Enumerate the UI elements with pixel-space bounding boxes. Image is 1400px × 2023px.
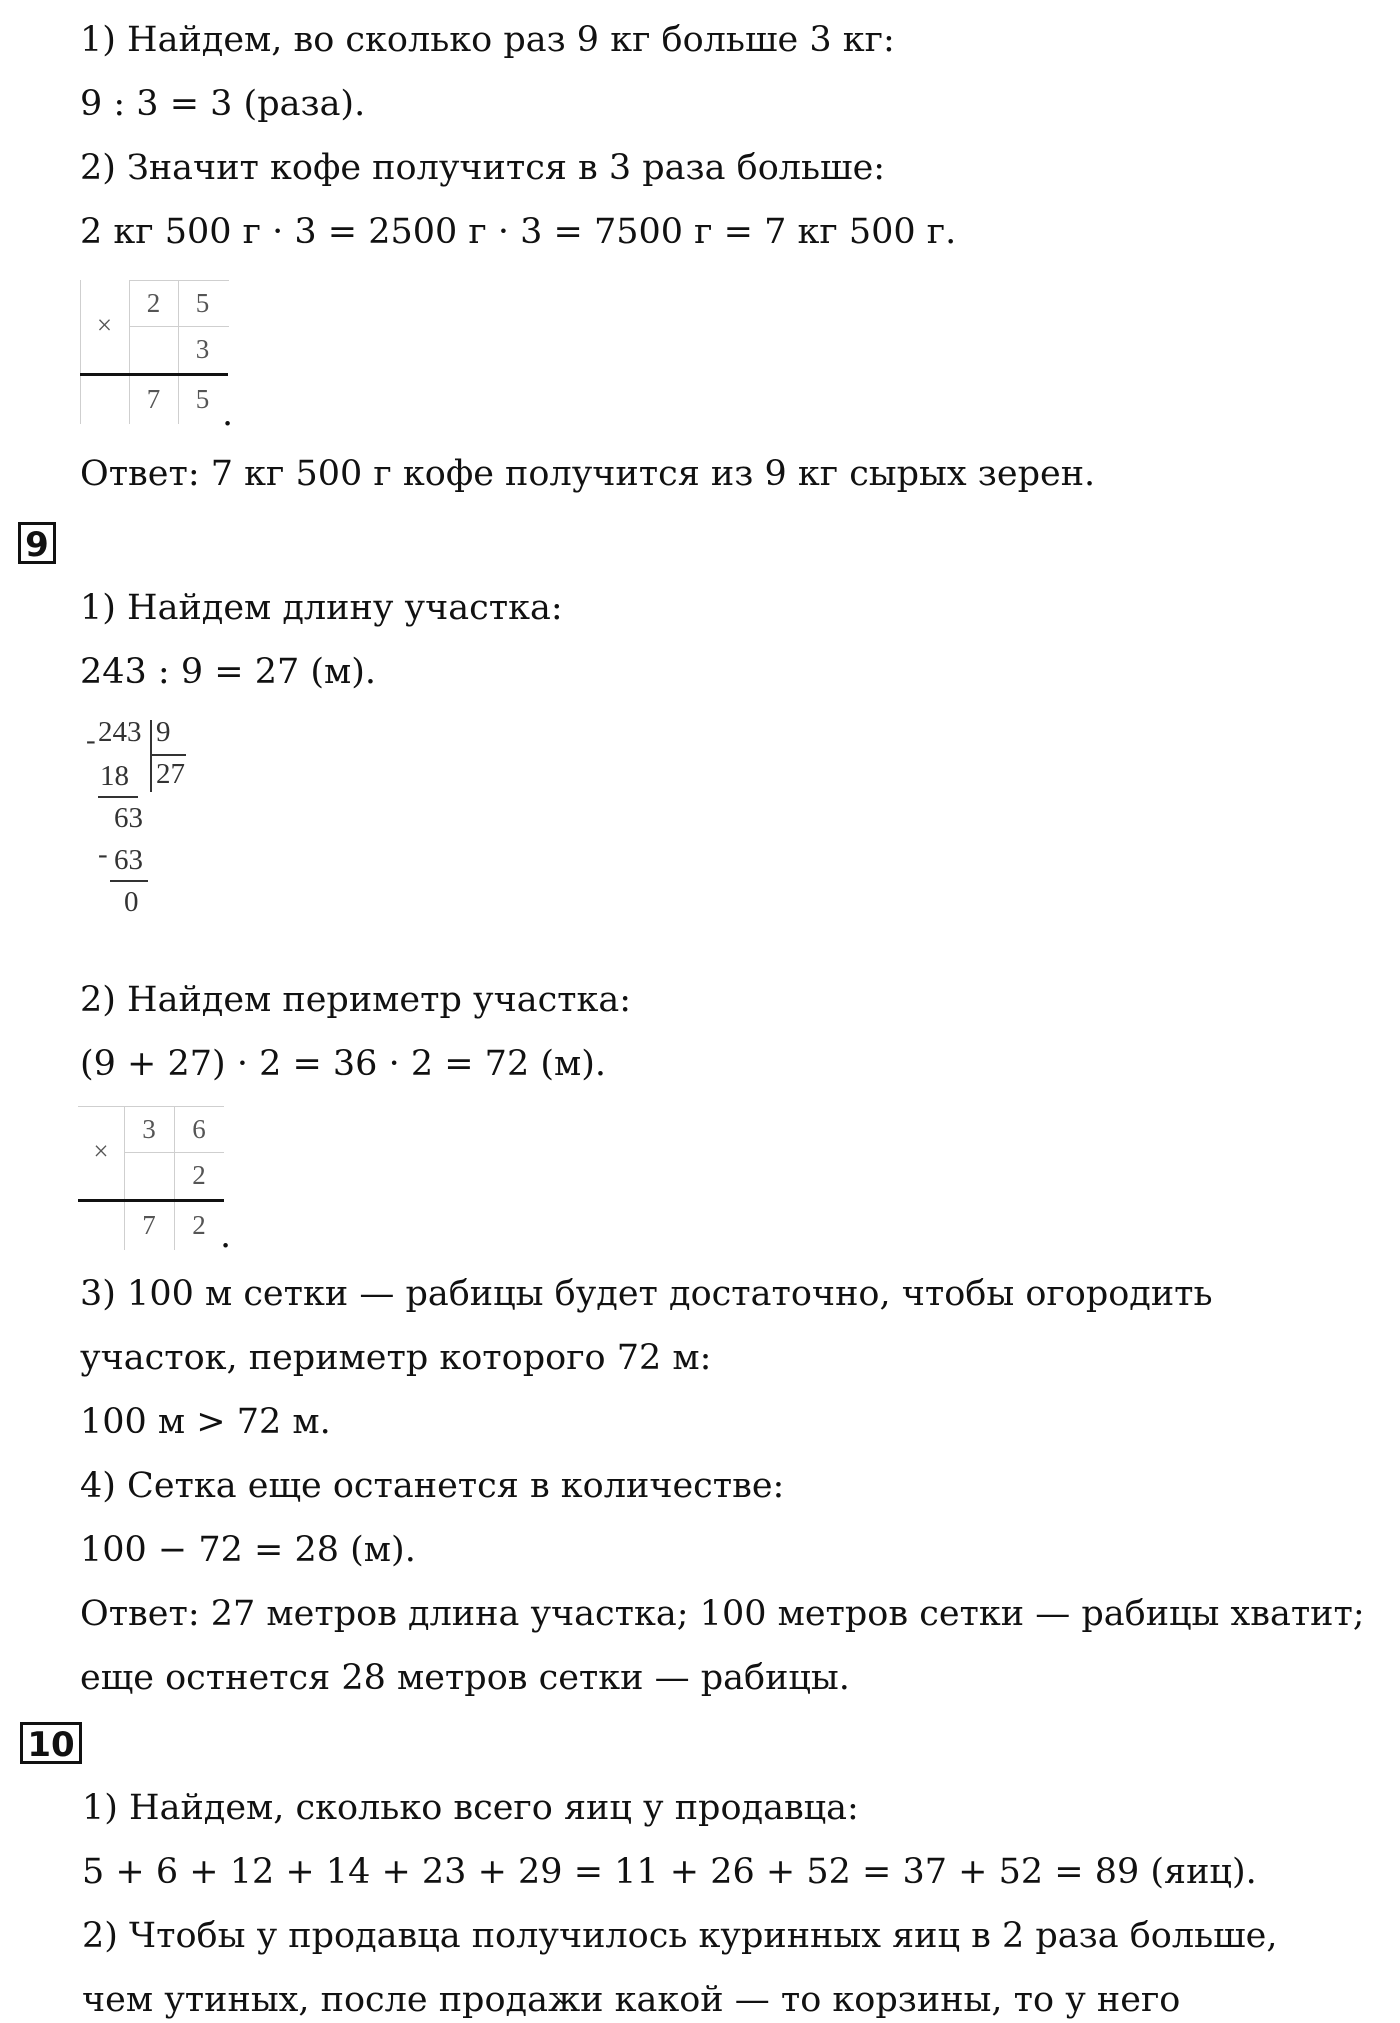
multiply-sign: ×	[93, 1136, 109, 1166]
multiply-sign: ×	[96, 310, 113, 340]
answer-line: Ответ: 7 кг 500 г кофе получится из 9 кг сырых зерен.	[80, 454, 1096, 494]
text-line: 1) Найдем, сколько всего яиц у продавца:	[82, 1788, 859, 1828]
digit: 3	[142, 1114, 156, 1144]
minus-sign: -	[86, 724, 96, 756]
answer-line: Ответ: 27 метров длина участка; 100 метров сетки — рабицы хватит;	[80, 1594, 1365, 1634]
subtrahend: 63	[114, 844, 143, 876]
task-number-9: 9	[18, 522, 56, 564]
text-line: 2) Найдем периметр участка:	[80, 980, 632, 1020]
text-line: 4) Сетка еще останется в количестве:	[80, 1466, 785, 1506]
period: .	[222, 394, 234, 434]
digit: 3	[195, 334, 210, 364]
text-line: 3) 100 м сетки — рабицы будет достаточно, чтобы огородить	[80, 1274, 1213, 1314]
text-line: (9 + 27) · 2 = 36 · 2 = 72 (м).	[80, 1044, 606, 1084]
divisor: 9	[156, 716, 171, 748]
text-line: 100 м > 72 м.	[80, 1402, 331, 1442]
text-line: 1) Найдем, во сколько раз 9 кг больше 3 кг:	[80, 20, 895, 60]
digit: 7	[146, 384, 161, 414]
digit: 2	[192, 1160, 206, 1190]
text-line: участок, периметр которого 72 м:	[80, 1338, 712, 1378]
minus-sign: -	[98, 838, 108, 870]
text-line: 5 + 6 + 12 + 14 + 23 + 29 = 11 + 26 + 52 = 37 + 52 = 89 (яиц).	[82, 1852, 1257, 1892]
text-line: 9 : 3 = 3 (раза).	[80, 84, 366, 124]
text-line: 2) Значит кофе получится в 3 раза больше:	[80, 148, 886, 188]
remainder: 0	[124, 886, 139, 918]
subtrahend: 18	[100, 760, 129, 792]
digit: 5	[195, 384, 210, 414]
task-number-10: 10	[20, 1722, 82, 1764]
digit: 7	[142, 1210, 156, 1240]
text-line: 1) Найдем длину участка:	[80, 588, 563, 628]
long-division	[80, 716, 220, 926]
text-line: 2) Чтобы у продавца получилось куринных яиц в 2 раза больше,	[82, 1916, 1278, 1956]
multiplication-grid-36x2	[78, 1106, 226, 1250]
text-line: 243 : 9 = 27 (м).	[80, 652, 377, 692]
answer-line: еще остнется 28 метров сетки — рабицы.	[80, 1658, 850, 1698]
text-line: чем утиных, после продажи какой — то корзины, то у него	[82, 1980, 1181, 2020]
dividend: 243	[98, 716, 142, 748]
period: .	[220, 1216, 232, 1256]
digit: 5	[195, 288, 210, 318]
quotient: 27	[156, 758, 185, 790]
digit: 2	[146, 288, 161, 318]
remainder: 63	[114, 802, 143, 834]
multiplication-grid-25x3	[80, 280, 230, 424]
digit: 2	[192, 1210, 206, 1240]
text-line: 100 − 72 = 28 (м).	[80, 1530, 416, 1570]
digit: 6	[192, 1114, 206, 1144]
text-line: 2 кг 500 г · 3 = 2500 г · 3 = 7500 г = 7 кг 500 г.	[80, 212, 957, 252]
